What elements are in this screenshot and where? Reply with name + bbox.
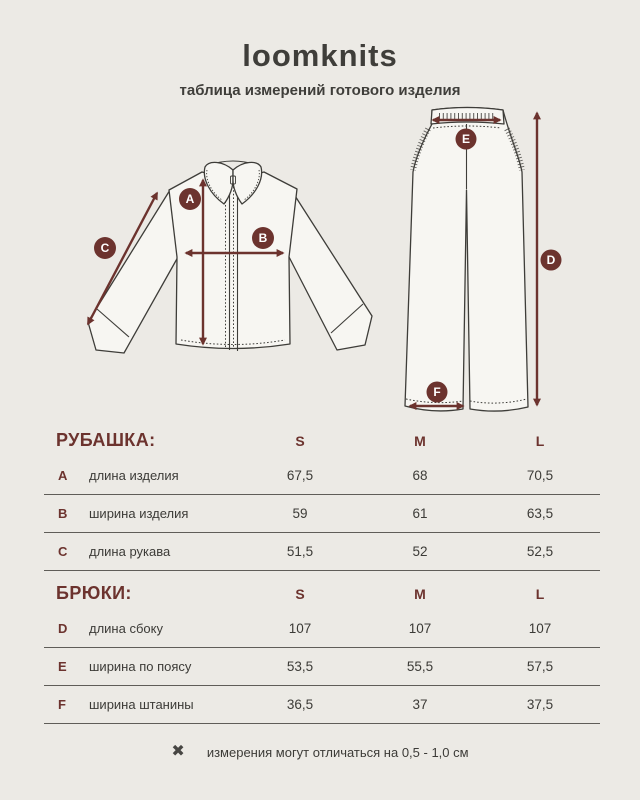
table-title-shirt: РУБАШКА:: [56, 430, 156, 450]
row-letter: C: [58, 544, 68, 559]
table-title-pants: БРЮКИ:: [56, 583, 132, 603]
size-header-s: S: [295, 432, 305, 449]
shirt-illustration: [88, 161, 372, 353]
footnote: [0, 744, 640, 760]
marker-b-letter: B: [258, 231, 268, 245]
size-header-l: L: [535, 432, 545, 449]
value-m: 52: [412, 544, 428, 559]
shirt-left-sleeve: [88, 190, 178, 353]
row-label: ширина по поясу: [89, 659, 192, 674]
pants-illustration: [405, 108, 562, 412]
size-header-m: M: [414, 585, 426, 602]
table-header-row: [44, 577, 600, 610]
value-m: 68: [412, 468, 428, 483]
value-m: 61: [412, 506, 428, 521]
row-letter: B: [58, 506, 68, 521]
size-header-s: S: [295, 585, 305, 602]
size-header-m: M: [414, 432, 426, 449]
value-s: 36,5: [286, 697, 314, 712]
marker-a-letter: A: [185, 192, 195, 206]
row-label: длина рукава: [89, 544, 171, 559]
value-l: 37,5: [526, 697, 554, 712]
shirt-measurements-table: [44, 424, 600, 571]
row-letter: E: [58, 659, 67, 674]
footnote-text: измерения могут отличаться на 0,5 - 1,0 см: [206, 744, 469, 760]
row-letter: F: [58, 697, 66, 712]
table-row: [44, 533, 600, 571]
pants-measurements-table: [44, 577, 600, 724]
brand-logo: loomknits: [242, 38, 398, 73]
marker-c-letter: C: [100, 241, 110, 255]
size-header-l: L: [535, 585, 545, 602]
measurement-diagram: [40, 100, 600, 430]
marker-f-letter: F: [433, 385, 441, 399]
table-row: [44, 648, 600, 686]
value-s: 51,5: [286, 544, 314, 559]
value-l: 63,5: [526, 506, 554, 521]
value-l: 70,5: [526, 468, 554, 483]
value-l: 107: [528, 621, 552, 636]
value-m: 37: [412, 697, 428, 712]
row-label: длина изделия: [89, 468, 179, 483]
value-s: 59: [292, 506, 308, 521]
page-title: таблица измерений готового изделия: [179, 82, 461, 99]
value-s: 53,5: [286, 659, 314, 674]
table-row: [44, 610, 600, 648]
row-label: ширина штанины: [89, 697, 194, 712]
table-row: [44, 495, 600, 533]
value-s: 67,5: [286, 468, 314, 483]
value-s: 107: [288, 621, 312, 636]
row-label: длина сбоку: [89, 621, 163, 636]
table-row: [44, 457, 600, 495]
table-header-row: [44, 424, 600, 457]
value-l: 57,5: [526, 659, 554, 674]
value-m: 55,5: [406, 659, 434, 674]
row-letter: D: [58, 621, 68, 636]
marker-d-letter: D: [546, 253, 556, 267]
value-l: 52,5: [526, 544, 554, 559]
x-mark-icon: ✖: [171, 743, 185, 760]
row-label: ширина изделия: [89, 506, 189, 521]
marker-e-letter: E: [461, 132, 471, 146]
table-row: [44, 686, 600, 724]
value-m: 107: [408, 621, 432, 636]
shirt-right-sleeve: [288, 188, 372, 350]
row-letter: A: [58, 468, 68, 483]
